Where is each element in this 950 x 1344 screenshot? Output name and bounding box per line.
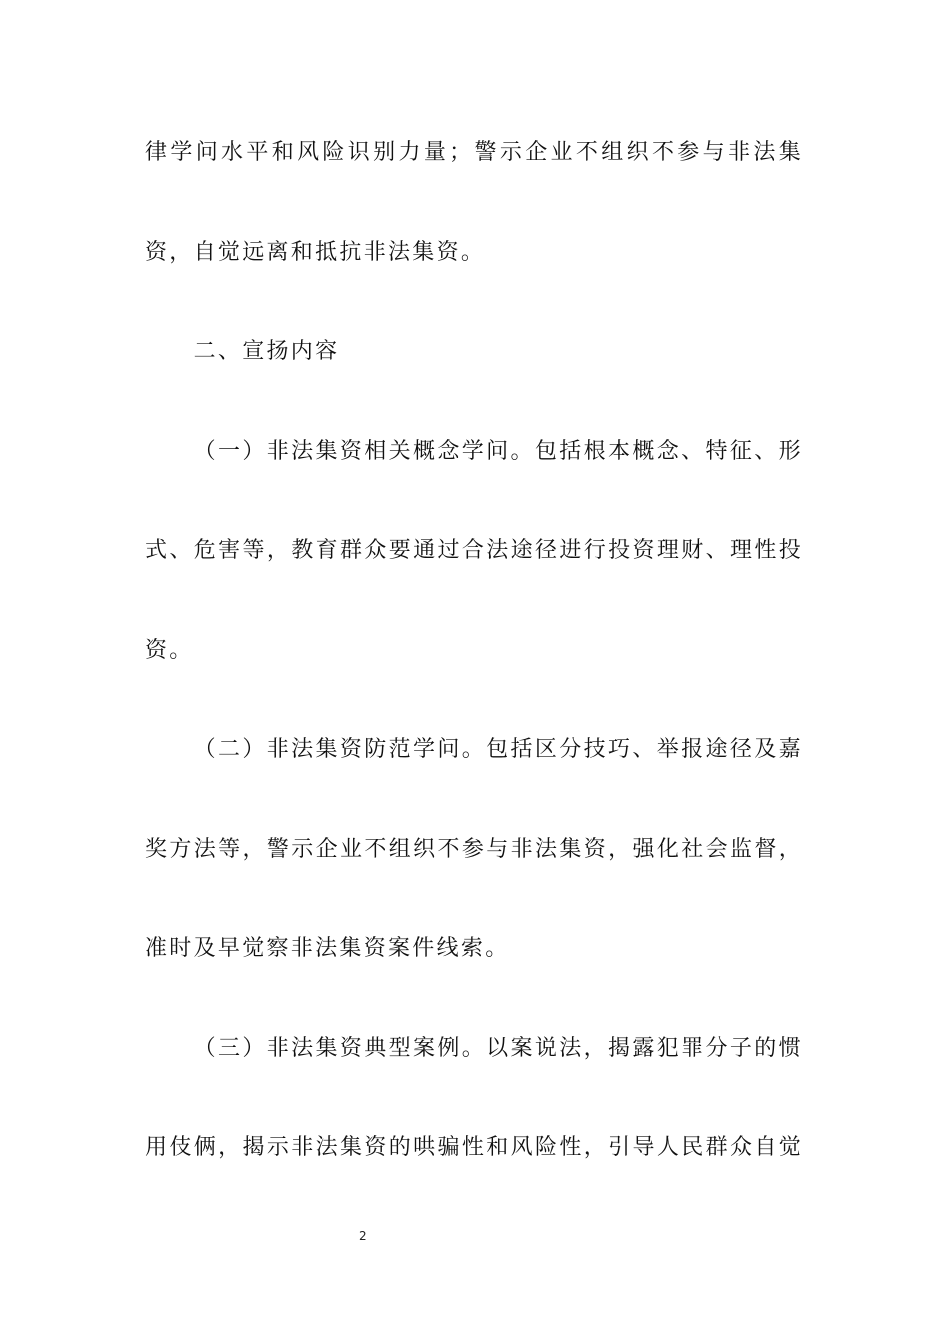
text-line: 准时及早觉察非法集资案件线索。: [145, 936, 510, 961]
text-line: （一）非法集资相关概念学问。包括根本概念、特征、形: [193, 438, 803, 464]
text-line: 资。: [145, 637, 194, 663]
text-line: 资，自觉远离和抵抗非法集资。: [145, 239, 486, 265]
page-number: 2: [359, 1229, 367, 1243]
text-line: 用伎俩，揭示非法集资的哄骗性和风险性，引导人民群众自觉: [145, 1135, 803, 1160]
text-line: 式、危害等，教育群众要通过合法途径进行投资理财、理性投: [145, 538, 803, 563]
section-heading: [145, 302, 803, 402]
text-line: （三）非法集资典型案例。以案说法，揭露犯罪分子的惯: [193, 1035, 803, 1061]
paragraph-continuation: [145, 103, 803, 302]
text-line: 奖方法等，警示企业不组织不参与非法集资，强化社会监督，: [145, 836, 803, 862]
text-line: 律学问水平和风险识别力量；警示企业不组织不参与非法集: [145, 140, 803, 165]
paragraph-item-2: [145, 700, 803, 999]
section-heading-text: 二、宣扬内容: [193, 339, 340, 364]
text-line: （二）非法集资防范学问。包括区分技巧、举报途径及嘉: [193, 737, 803, 762]
paragraph-item-1: [145, 402, 803, 701]
paragraph-item-3: [145, 999, 803, 1198]
document-body: [145, 103, 803, 1198]
